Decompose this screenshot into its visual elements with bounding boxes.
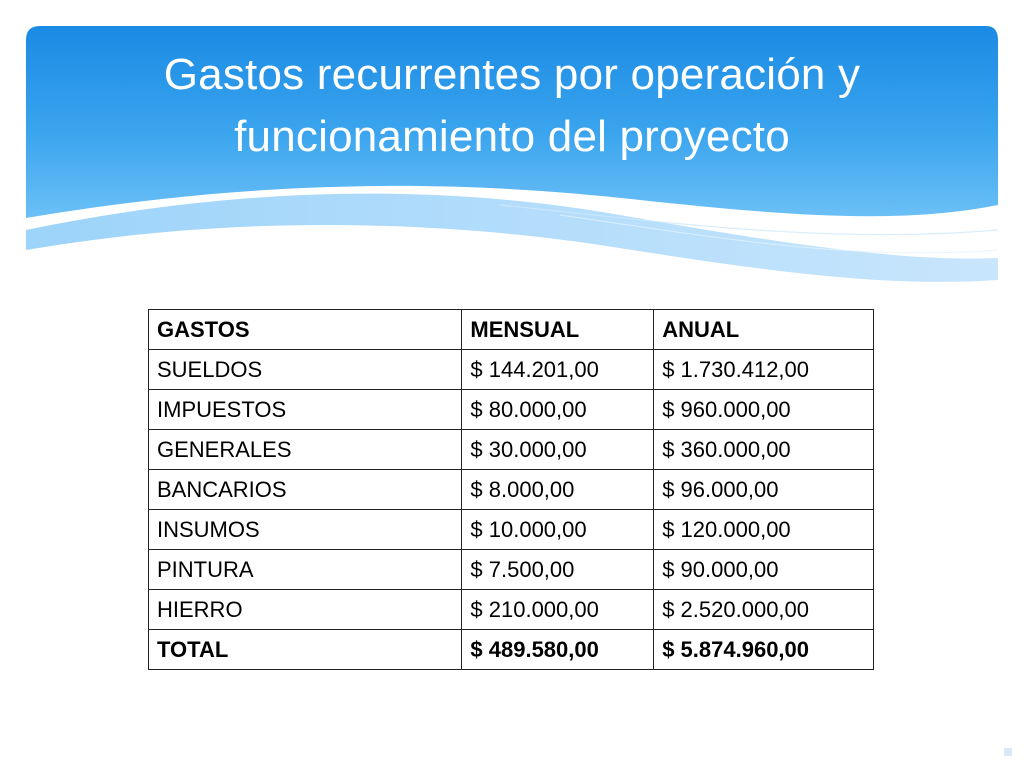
cell-anual: $ 90.000,00 [654,550,874,590]
corner-mark [1004,748,1012,756]
cell-gastos: BANCARIOS [149,470,462,510]
cell-mensual: $ 30.000,00 [462,430,654,470]
total-mensual: $ 489.580,00 [462,630,654,670]
table-row [149,510,874,550]
cell-mensual: $ 10.000,00 [462,510,654,550]
cell-anual: $ 960.000,00 [654,390,874,430]
table-row [149,350,874,390]
slide-title [26,44,998,168]
cell-gastos: PINTURA [149,550,462,590]
expenses-table [148,309,874,670]
table-row [149,470,874,510]
slide-title-line1: Gastos recurrentes por operación y [163,50,861,99]
table-row [149,550,874,590]
table-row [149,430,874,470]
header-gastos: GASTOS [149,310,462,350]
cell-anual: $ 96.000,00 [654,470,874,510]
cell-mensual: $ 144.201,00 [462,350,654,390]
cell-gastos: IMPUESTOS [149,390,462,430]
cell-gastos: HIERRO [149,590,462,630]
cell-anual: $ 120.000,00 [654,510,874,550]
table-row [149,590,874,630]
header-mensual: MENSUAL [462,310,654,350]
table-row [149,390,874,430]
cell-mensual: $ 7.500,00 [462,550,654,590]
slide-title-line2: funcionamiento del proyecto [234,112,790,161]
header-anual: ANUAL [654,310,874,350]
cell-anual: $ 2.520.000,00 [654,590,874,630]
table-header-row [149,310,874,350]
total-anual: $ 5.874.960,00 [654,630,874,670]
cell-gastos: GENERALES [149,430,462,470]
table-total-row [149,630,874,670]
cell-mensual: $ 210.000,00 [462,590,654,630]
cell-gastos: SUELDOS [149,350,462,390]
cell-mensual: $ 8.000,00 [462,470,654,510]
total-label: TOTAL [149,630,462,670]
cell-anual: $ 1.730.412,00 [654,350,874,390]
cell-gastos: INSUMOS [149,510,462,550]
cell-anual: $ 360.000,00 [654,430,874,470]
cell-mensual: $ 80.000,00 [462,390,654,430]
